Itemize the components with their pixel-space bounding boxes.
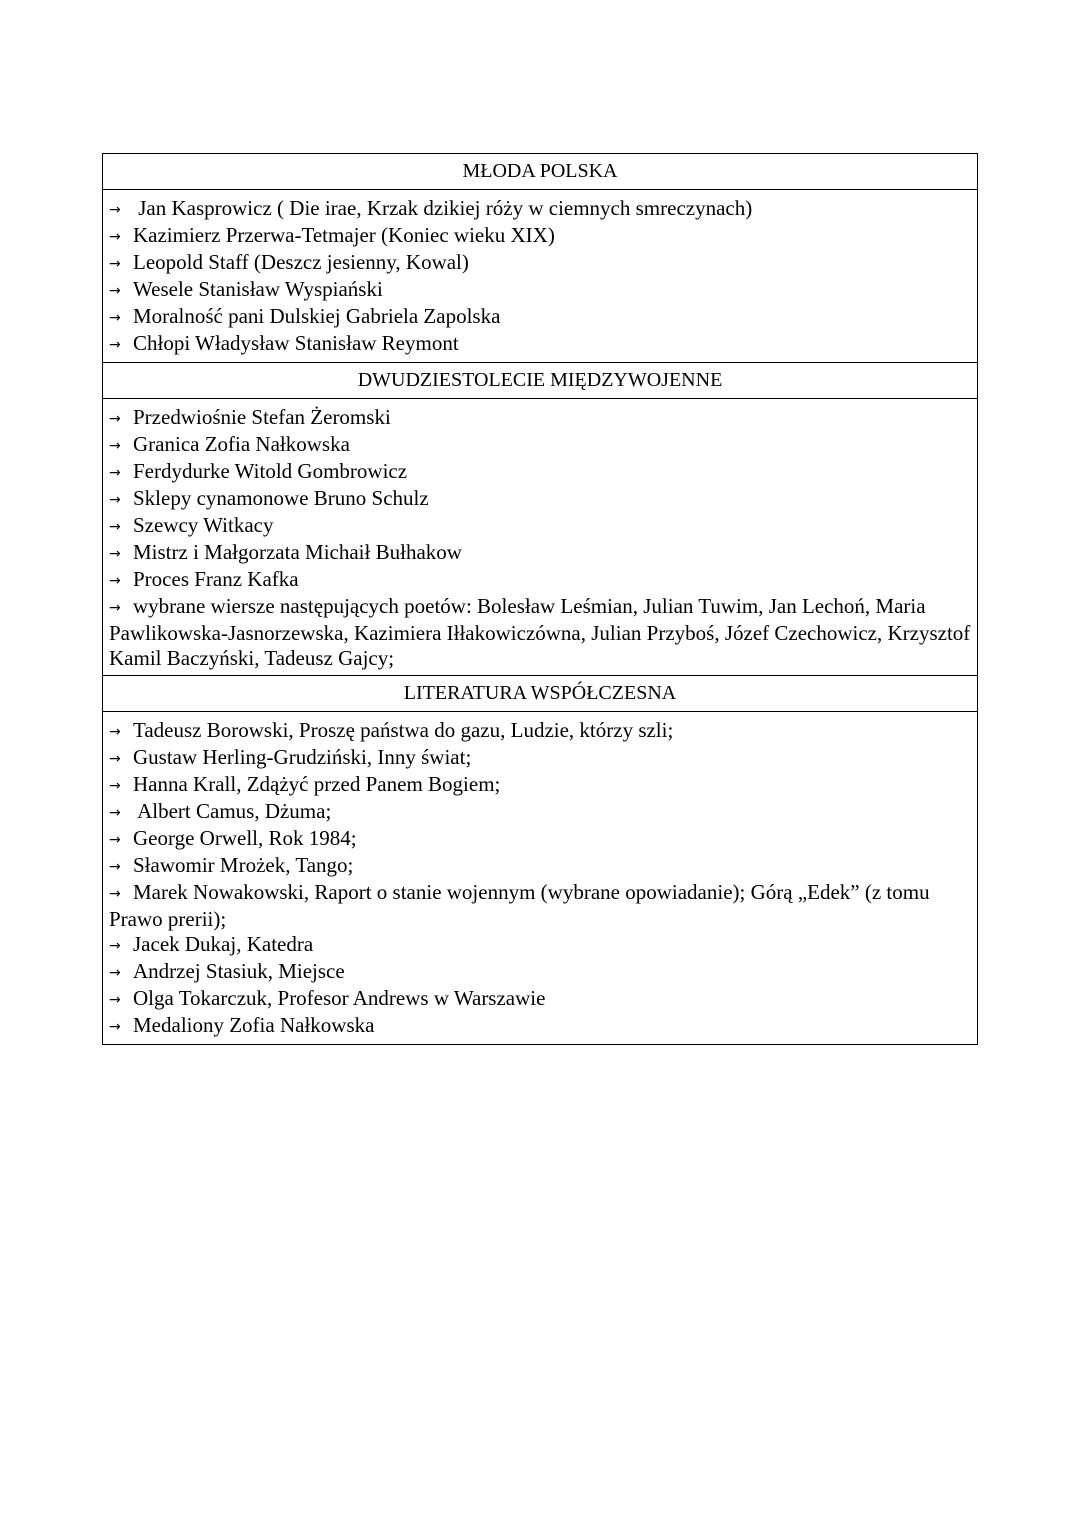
arrow-right-icon: →: [109, 310, 121, 326]
entry-text: Chłopi Władysław Stanisław Reymont: [133, 331, 459, 355]
arrow-right-icon: →: [109, 600, 121, 616]
entry-text: Albert Camus, Dżuma;: [133, 799, 332, 823]
entry-text: Sławomir Mrożek, Tango;: [133, 853, 354, 877]
list-item: [109, 277, 971, 304]
list-item: [109, 540, 971, 567]
entry-text: Szewcy Witkacy: [133, 513, 274, 537]
list-item: [109, 799, 971, 826]
arrow-right-icon: →: [109, 573, 121, 589]
list-item: [109, 853, 971, 880]
list-item: [109, 1013, 971, 1040]
list-item: [109, 331, 971, 358]
section-title: MŁODA POLSKA: [103, 154, 977, 190]
arrow-right-icon: →: [109, 778, 121, 794]
arrow-right-icon: →: [109, 805, 121, 821]
list-item: [109, 405, 971, 432]
section-entries: [103, 190, 977, 363]
list-item: [109, 513, 971, 540]
list-item: [109, 772, 971, 799]
section-title: DWUDZIESTOLECIE MIĘDZYWOJENNE: [103, 363, 977, 399]
entry-text: Tadeusz Borowski, Proszę państwa do gazu, Ludzie, którzy szli;: [133, 718, 674, 742]
arrow-right-icon: →: [109, 546, 121, 562]
entry-text: Gustaw Herling-Grudziński, Inny świat;: [133, 745, 472, 769]
list-item: [109, 486, 971, 513]
arrow-right-icon: →: [109, 492, 121, 508]
arrow-right-icon: →: [109, 938, 121, 954]
arrow-right-icon: →: [109, 229, 121, 245]
section-dwudziestolecie: [103, 363, 977, 676]
entry-text: Andrzej Stasiuk, Miejsce: [133, 959, 345, 983]
entry-text: Wesele Stanisław Wyspiański: [133, 277, 383, 301]
section-mloda-polska: [103, 154, 977, 363]
arrow-right-icon: →: [109, 1019, 121, 1035]
arrow-right-icon: →: [109, 283, 121, 299]
arrow-right-icon: →: [109, 832, 121, 848]
arrow-right-icon: →: [109, 202, 121, 218]
entry-text: Przedwiośnie Stefan Żeromski: [133, 405, 391, 429]
arrow-right-icon: →: [109, 992, 121, 1008]
entry-text: Jacek Dukaj, Katedra: [133, 932, 314, 956]
entry-text: Ferdydurke Witold Gombrowicz: [133, 459, 408, 483]
entry-text: Kazimierz Przerwa-Tetmajer (Koniec wieku XIX): [133, 223, 555, 247]
list-item: [109, 959, 971, 986]
list-item: [109, 223, 971, 250]
entry-text: Hanna Krall, Zdążyć przed Panem Bogiem;: [133, 772, 501, 796]
entry-text: Proces Franz Kafka: [133, 567, 299, 591]
list-item: [109, 880, 971, 932]
section-title: LITERATURA WSPÓŁCZESNA: [103, 676, 977, 712]
arrow-right-icon: →: [109, 965, 121, 981]
arrow-right-icon: →: [109, 256, 121, 272]
reading-list-table: [102, 153, 978, 1045]
list-item: [109, 718, 971, 745]
entry-text: wybrane wiersze następujących poetów: Bolesław Leśmian, Julian Tuwim, Jan Lechoń, Maria Pawlikowska-Jasnorzewska, Kazimiera Iłłakowiczówna, Julian Przyboś, Józef Czechowicz, Krzysztof Kamil Baczyński, Tadeusz Gajcy;: [109, 594, 971, 670]
arrow-right-icon: →: [109, 724, 121, 740]
arrow-right-icon: →: [109, 337, 121, 353]
entry-text: Leopold Staff (Deszcz jesienny, Kowal): [133, 250, 469, 274]
entry-text: Mistrz i Małgorzata Michaił Bułhakow: [133, 540, 462, 564]
arrow-right-icon: →: [109, 751, 121, 767]
arrow-right-icon: →: [109, 438, 121, 454]
list-item: [109, 594, 971, 671]
entry-text: George Orwell, Rok 1984;: [133, 826, 357, 850]
entry-text: Sklepy cynamonowe Bruno Schulz: [133, 486, 429, 510]
list-item: [109, 250, 971, 277]
arrow-right-icon: →: [109, 465, 121, 481]
entry-text: Olga Tokarczuk, Profesor Andrews w Warszawie: [133, 986, 546, 1010]
section-entries: [103, 399, 977, 676]
entry-text: Moralność pani Dulskiej Gabriela Zapolska: [133, 304, 501, 328]
list-item: [109, 567, 971, 594]
list-item: [109, 932, 971, 959]
arrow-right-icon: →: [109, 411, 121, 427]
entry-text: Granica Zofia Nałkowska: [133, 432, 350, 456]
arrow-right-icon: →: [109, 886, 121, 902]
section-literatura-wspolczesna: [103, 676, 977, 1044]
entry-text: Jan Kasprowicz ( Die irae, Krzak dzikiej róży w ciemnych smreczynach): [133, 196, 753, 220]
entry-text: Medaliony Zofia Nałkowska: [133, 1013, 375, 1037]
list-item: [109, 196, 971, 223]
list-item: [109, 432, 971, 459]
arrow-right-icon: →: [109, 859, 121, 875]
section-entries: [103, 712, 977, 1044]
list-item: [109, 986, 971, 1013]
list-item: [109, 826, 971, 853]
arrow-right-icon: →: [109, 519, 121, 535]
list-item: [109, 745, 971, 772]
list-item: [109, 304, 971, 331]
list-item: [109, 459, 971, 486]
entry-text: Marek Nowakowski, Raport o stanie wojennym (wybrane opowiadanie); Górą „Edek” (z tomu Prawo prerii);: [109, 880, 930, 931]
